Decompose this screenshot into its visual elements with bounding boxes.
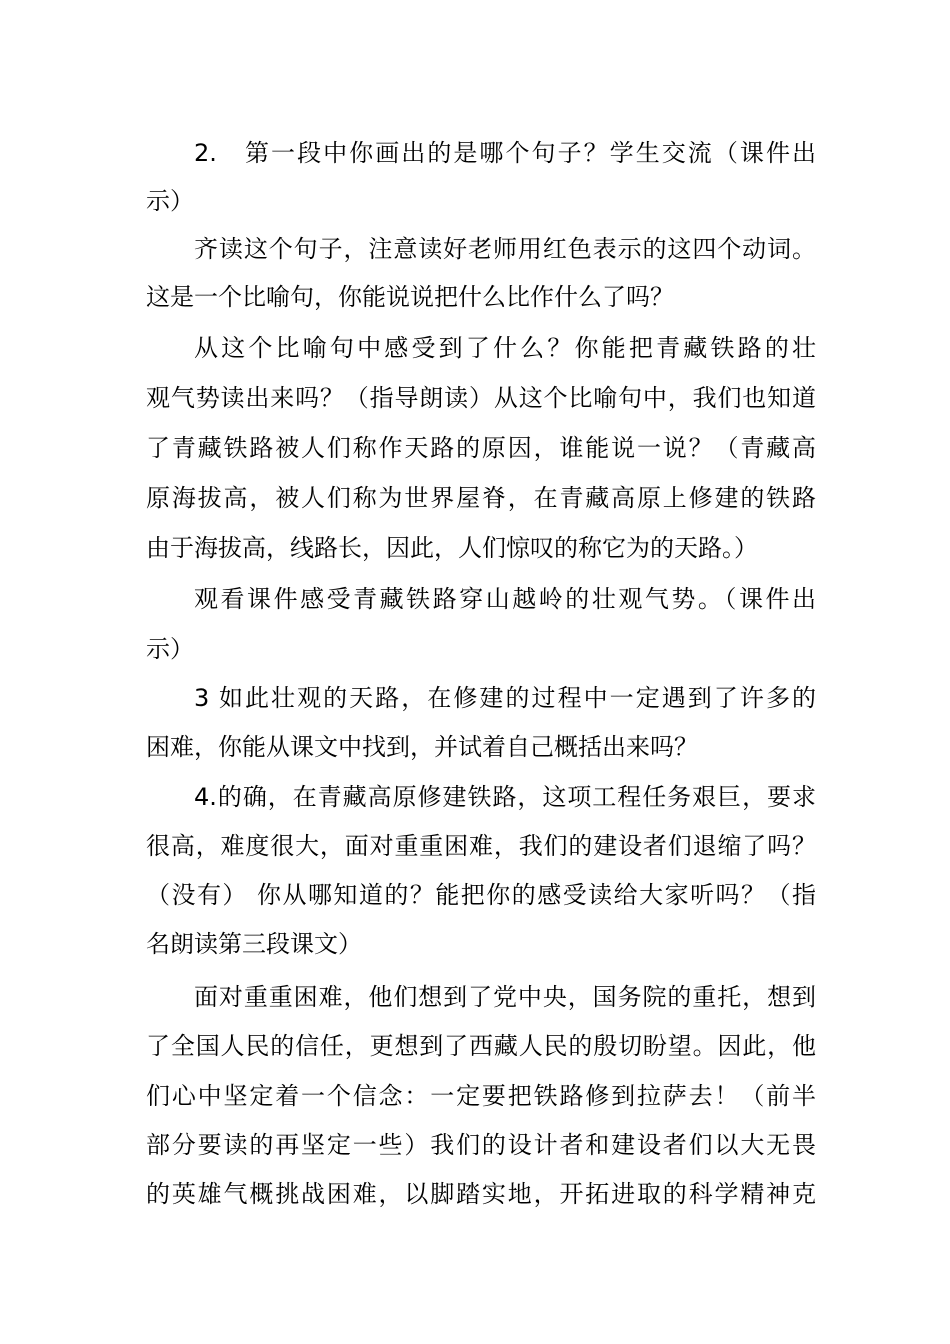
text-line-4: 这是一个比喻句，你能说说把什么比作什么了吗？: [146, 283, 674, 311]
text-line-22: 的英雄气概挑战困难，以脚踏实地，开拓进取的科学精神克: [146, 1180, 816, 1208]
text-line-20: 们心中坚定着一个信念：一定要把铁路修到拉萨去！（前半: [146, 1082, 816, 1110]
text-line-2: 示）: [146, 187, 194, 215]
text-line-17: 名朗读第三段课文）: [146, 930, 362, 958]
text-line-15: 很高，难度很大，面对重重困难，我们的建设者们退缩了吗？: [146, 832, 816, 860]
text-line-7: 了青藏铁路被人们称作天路的原因，谁能说一说？（青藏高: [146, 434, 816, 462]
text-line-11: 示）: [146, 635, 194, 663]
text-line-9: 由于海拔高，线路长，因此，人们惊叹的称它为的天路。）: [146, 534, 758, 562]
text-line-12: 3 如此壮观的天路，在修建的过程中一定遇到了许多的: [194, 684, 816, 712]
text-line-18: 面对重重困难，他们想到了党中央，国务院的重托，想到: [194, 983, 816, 1011]
text-line-5: 从这个比喻句中感受到了什么？你能把青藏铁路的壮: [194, 334, 816, 362]
text-line-16: （没有） 你从哪知道的？能把你的感受读给大家听吗？（指: [146, 881, 816, 909]
text-line-10: 观看课件感受青藏铁路穿山越岭的壮观气势。（课件出: [194, 585, 816, 613]
text-line-13: 困难，你能从课文中找到，并试着自己概括出来吗？: [146, 733, 698, 761]
text-line-8: 原海拔高，被人们称为世界屋脊，在青藏高原上修建的铁路: [146, 484, 816, 512]
text-line-6: 观气势读出来吗？（指导朗读）从这个比喻句中，我们也知道: [146, 384, 816, 412]
text-line-1: 2. 第一段中你画出的是哪个句子？学生交流（课件出: [194, 139, 816, 167]
text-line-19: 了全国人民的信任，更想到了西藏人民的殷切盼望。因此，他: [146, 1032, 816, 1060]
text-line-3: 齐读这个句子，注意读好老师用红色表示的这四个动词。: [194, 235, 816, 263]
text-line-14: 4.的确，在青藏高原修建铁路，这项工程任务艰巨，要求: [194, 783, 816, 811]
text-line-21: 部分要读的再坚定一些）我们的设计者和建设者们以大无畏: [146, 1131, 816, 1159]
